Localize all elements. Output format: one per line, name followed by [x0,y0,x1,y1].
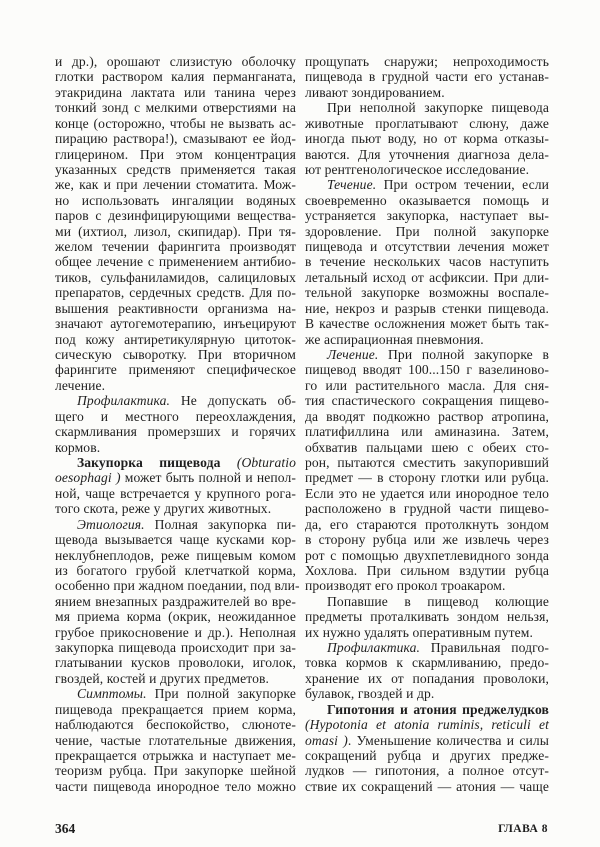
text-line [55,332,296,347]
body-text: того скота, реже у других животных. [55,501,272,517]
body-text: может быть полной и непол- [120,470,296,486]
body-text: из богатого грубой клетчаткой корма, [55,562,296,578]
body-text: янием внезапных раздражителей во вре- [55,593,296,609]
body-text: булавок, гвоздей и др. [305,686,435,702]
italic-term: Этиология. [77,516,145,532]
text-line [55,116,296,131]
body-text: ной, чаще встречается у крупного рога- [55,485,296,501]
body-text: и др.), орошают слизистую оболочку [55,54,296,69]
body-text: сокращений рубца и других преджe- [305,747,549,763]
text-line [55,254,296,269]
text-line [55,609,296,624]
body-text: Если это не удается или инородное тело [305,485,549,501]
body-text: Полная закупорка пи- [144,516,296,532]
text-line [305,655,549,670]
italic-term: Симптомы. [77,686,147,702]
text-line [305,100,549,115]
body-text: ми (ихтиол, лизол, скипидар). При тя- [55,223,296,239]
text-line [305,378,549,393]
text-line [305,208,549,223]
text-line [305,517,549,532]
text-line [305,532,549,547]
section-heading: Гипотония и атония преджелудков [327,701,549,717]
text-line [55,69,296,84]
text-line [55,717,296,732]
text-line [305,563,549,578]
body-text: Правильная подго- [420,640,549,656]
text-line [305,733,549,748]
body-text: Не допускать об- [170,393,296,409]
section-heading: Закупорка пищевода [77,454,221,470]
body-text: щего и местного переохлаждения, [55,408,296,424]
body-text: чение, частые глотательные движения, [55,732,296,748]
text-line [305,686,549,701]
body-text: части пищевода инородное тело можно [55,778,296,794]
text-line [55,85,296,100]
body-text: этакридина лактата или танина через [55,84,296,100]
body-text: расположено в грудной части пищево- [305,501,549,517]
body-text: При остром течении, если [376,177,549,193]
text-line [305,486,549,501]
right-column [305,54,549,794]
body-text: ливают зондированием. [305,84,445,100]
body-text: тельной закупорке возможны воспале- [305,285,549,301]
text-line [305,131,549,146]
text-line [305,316,549,331]
body-text: же аспирационная пневмония. [305,331,484,347]
text-line [305,162,549,177]
text-line [305,440,549,455]
text-line [55,316,296,331]
text-line [305,717,549,732]
text-line [55,625,296,640]
body-text: пирацию раствора!), смазывают ее йод- [55,131,296,147]
body-text: скармливания промерзших и горячих [55,424,296,440]
text-line [305,301,549,316]
text-line [55,100,296,115]
body-text: пищевода в грудной части его устанав- [305,69,549,85]
text-line [305,254,549,269]
text-line [55,393,296,408]
text-line [305,85,549,100]
text-line [55,563,296,578]
text-line [55,239,296,254]
text-line [55,193,296,208]
italic-term: Течение. [327,177,377,193]
body-text: пищевод вводят 100...150 г вазелиново- [305,362,549,378]
body-text: своевременно оказывается помощь и [305,192,549,208]
body-text: неклубнеплодов, реже пищевым комом [55,547,296,563]
text-line [55,671,296,686]
body-text: препаратов, сердечных средств. Для по- [55,285,296,301]
italic-term: (Obturatio [220,454,296,470]
body-text: При неполной закупорке пищевода [327,100,549,116]
body-text: При полной закупорке [146,686,296,702]
body-text: пищевода прекращается прием корма, [55,701,296,717]
body-text: общее лечение с применением антибио- [55,254,296,270]
text-line [55,54,296,69]
body-text: обхватив пальцами шею с обеих сто- [305,439,549,455]
italic-term: Лечение. [327,347,379,363]
body-text: фарингите применяют специфическое [55,362,296,378]
body-text: теоризм рубца. При закупорке шейной [55,763,296,779]
text-line [55,702,296,717]
body-text: ние, некроз и разрыв стенки пищевода. [305,300,549,316]
body-text: мя приема корма (окрик, неожиданное [55,609,296,625]
text-line [305,455,549,470]
text-line [305,779,549,794]
body-text: в течение нескольких часов наступить [305,254,549,270]
text-line [305,702,549,717]
text-line [305,347,549,362]
body-text: в сторону рубца или же извлечь через [305,532,549,548]
body-text: да, его стараются протолкнуть зондом [305,516,549,532]
text-line [55,655,296,670]
text-line [305,69,549,84]
body-text: конце (осторожно, чтобы не вызвать ас- [55,115,296,131]
text-line [305,594,549,609]
text-line [55,147,296,162]
body-text: платифиллина или аминазина. Затем, [305,424,549,440]
italic-term: omasi ) [305,732,348,748]
body-text: да вводят подкожно раствор атропина, [305,408,549,424]
body-text: . Уменьшение количества и силы [347,732,549,748]
text-line [55,440,296,455]
body-text: тиков, сульфаниламидов, салициловых [55,269,296,285]
text-line [55,763,296,778]
body-text: прекращается отрыжка и наступает ме- [55,747,296,763]
body-text: тия спастического сокращения пищево- [305,393,549,409]
text-line [305,748,549,763]
body-text: животные проглатывают слюну, даже [305,115,549,131]
text-line [55,301,296,316]
text-line [55,779,296,794]
body-text: грубое прикосновение и др.). Неполная [55,624,296,640]
text-line [55,594,296,609]
body-text: щевода вызывается чаще кусками кор- [55,532,296,548]
text-line [55,578,300,594]
body-text: Хохлова. При сильном вздутии рубца [305,562,549,578]
body-text: В качестве осложнения может быть так- [305,316,549,332]
body-text: глотки раствором калия перманганата, [55,69,296,85]
text-line [305,640,549,655]
text-line [55,455,296,470]
italic-term: Профилактика. [327,640,421,656]
body-text: Попавшие в пищевод колющие [327,593,549,609]
body-text: производят его прокол троакаром. [305,578,506,594]
body-text: сическую сыворотку. При вторичном [55,347,296,363]
text-line [55,470,296,485]
text-line [55,162,296,177]
body-text: тонкий зонд с мелкими отверстиями на [55,100,296,116]
text-line [55,378,296,393]
text-line [305,671,549,686]
page-number: 364 [55,821,76,836]
text-line [305,578,549,593]
text-line [305,224,549,239]
text-line [305,332,549,347]
body-text: го или растительного масла. Для сня- [305,377,549,393]
text-line [55,424,296,439]
text-line [55,640,296,655]
text-line [305,409,549,424]
body-text: паров с дезинфицирующими вещества- [55,208,296,224]
body-text: под кожу антиретикулярную цитоток- [55,331,296,347]
body-text: иногда пьют воду, но от корма отказы- [305,131,549,147]
text-line [55,686,296,701]
body-text: здоровление. При полной закупорке [305,223,549,239]
text-line [55,285,296,300]
text-line [55,532,296,547]
body-text: пищевода и отсутствии лечения может [305,239,549,255]
text-line [55,733,296,748]
text-line [55,748,296,763]
body-text: гвоздей, костей и других предметов. [55,670,269,686]
body-text: закупорка пищевода происходит при за- [55,640,296,656]
text-line [55,208,296,223]
text-line [55,517,296,532]
text-line [305,193,549,208]
left-column [55,54,300,794]
body-text: кормов. [55,439,101,455]
italic-term: Профилактика. [77,393,171,409]
text-line [305,54,549,69]
body-text: указанных средств применяется такая [55,161,296,177]
body-text: устраняется закупорка, наступает вы- [305,208,549,224]
text-line [305,424,549,439]
text-line [55,131,296,146]
text-line [305,609,549,624]
text-line [55,224,296,239]
body-text: особенно при жадном поедании, под вли- [55,578,300,594]
text-line [305,501,549,516]
body-text: ют рентгенологическое исследование. [305,161,530,177]
body-text: При полной закупорке в [378,347,549,363]
body-text: прощупать снаружи; непроходимость [305,54,549,69]
text-line [55,486,296,501]
text-line [55,501,296,516]
body-text: вышения реактивности организма на- [55,300,296,316]
text-line [305,625,549,640]
text-line [55,347,296,362]
body-text: ствие их сокращений — атония — чаще [305,778,549,794]
text-line [305,548,549,563]
body-text: же, как и при лечении стоматита. Мож- [55,177,296,193]
text-line [305,393,549,408]
text-line [305,362,549,377]
text-line [55,177,296,192]
running-footer-chapter: ГЛАВА 8 [498,823,548,835]
text-line [305,270,549,285]
body-text: но использовать ингаляции водяных [55,192,296,208]
body-text: лечение. [55,377,106,393]
body-text: их нужно удалять оперативным путем. [305,624,533,640]
body-text: предмет — в сторону глотки или рубца. [305,470,549,486]
text-line [305,285,549,300]
text-line [305,177,549,192]
text-line [305,763,549,778]
body-text: наблюдаются беспокойство, слюноте- [55,717,296,733]
body-text: летальный исход от асфиксии. При дли- [305,269,549,285]
text-line [305,470,549,485]
body-text: значают аутогемотерапию, инъецируют [55,316,296,332]
text-line [55,362,296,377]
text-line [55,270,296,285]
body-text: ваются. Для уточнения диагноза дела- [305,146,549,162]
body-text: товка кормов к скармливанию, предо- [305,655,549,671]
text-line [55,409,296,424]
body-text: рон, пытаются сместить закупоривший [305,454,549,470]
body-text: глицерином. При этом концентрация [55,146,296,162]
body-text: предметы проталкивать зондом нельзя, [305,609,549,625]
body-text: рот с помощью двухпетлевидного зонда [305,547,549,563]
body-text: глатывании кусков проволоки, иголок, [55,655,296,671]
text-line [55,548,296,563]
text-line [305,239,549,254]
italic-term: oesophagi ) [55,470,121,486]
body-text: хранение их от попадания проволоки, [305,670,549,686]
text-line [305,116,549,131]
body-text: желом течении фарингита производят [55,239,296,255]
italic-term: (Hypotonia et atonia ruminis, reticuli et [305,717,549,733]
body-text: лудков — гипотония, а полное отсут- [305,763,549,779]
text-line [305,147,549,162]
